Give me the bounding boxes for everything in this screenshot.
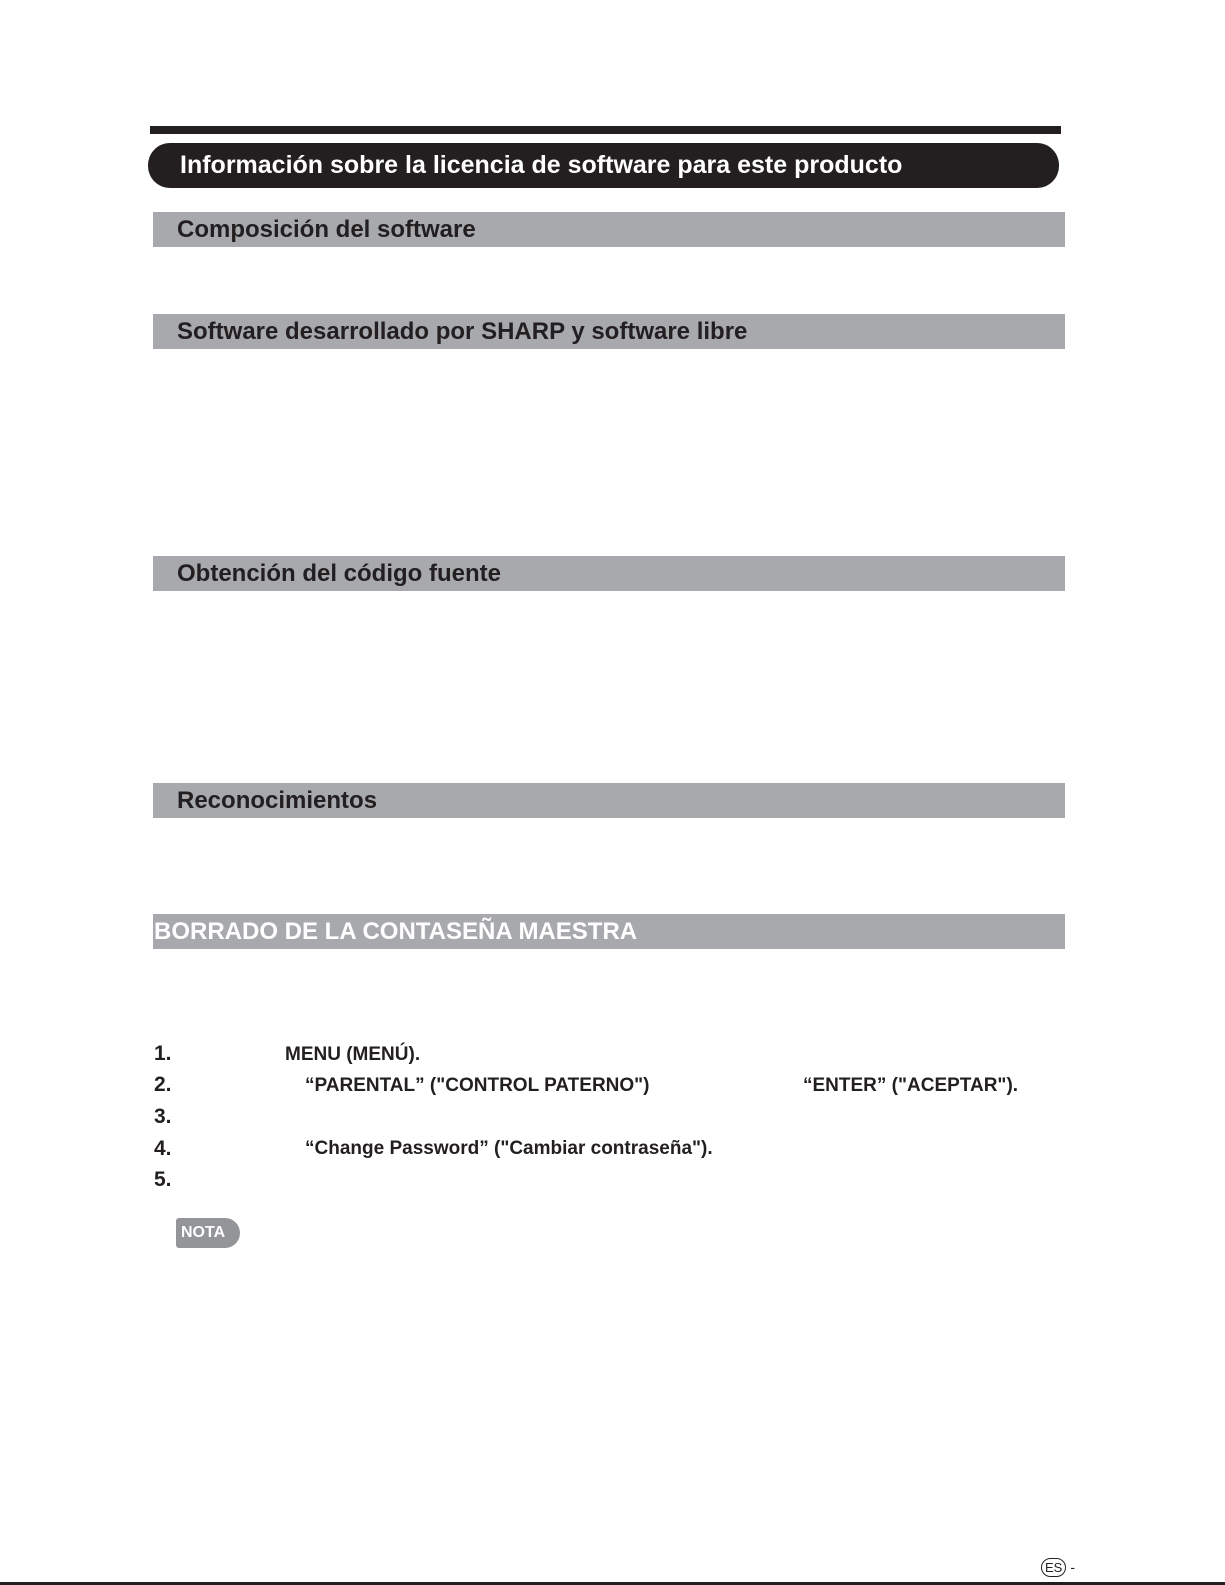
section-heading-master-password-reset: BORRADO DE LA CONTASEÑA MAESTRA [153, 914, 1065, 949]
step-number: 2. [154, 1073, 172, 1096]
step-number: 1. [154, 1042, 172, 1065]
section-heading-software-composition: Composición del software [153, 212, 1065, 247]
step-text: “ENTER” ("ACEPTAR"). [803, 1075, 1019, 1096]
language-badge: ES [1041, 1558, 1066, 1577]
section-heading-source-code: Obtención del código fuente [153, 556, 1065, 591]
step-text: MENU (MENÚ). [285, 1044, 421, 1065]
step-number: 4. [154, 1137, 172, 1160]
section-heading-acknowledgements: Reconocimientos [153, 783, 1065, 818]
step-text: “Change Password” ("Cambiar contraseña"). [305, 1138, 713, 1159]
page-title: Información sobre la licencia de software para este producto [148, 143, 1059, 188]
page-number-dash: - [1070, 1559, 1076, 1575]
section-heading-sharp-and-free-software: Software desarrollado por SHARP y software libre [153, 314, 1065, 349]
top-rule [150, 126, 1061, 134]
note-badge: NOTA [176, 1218, 240, 1248]
page-footer [1041, 1557, 1075, 1577]
step-number: 5. [154, 1168, 172, 1191]
step-number: 3. [154, 1105, 172, 1128]
step-text: “PARENTAL” ("CONTROL PATERNO") [305, 1075, 650, 1096]
